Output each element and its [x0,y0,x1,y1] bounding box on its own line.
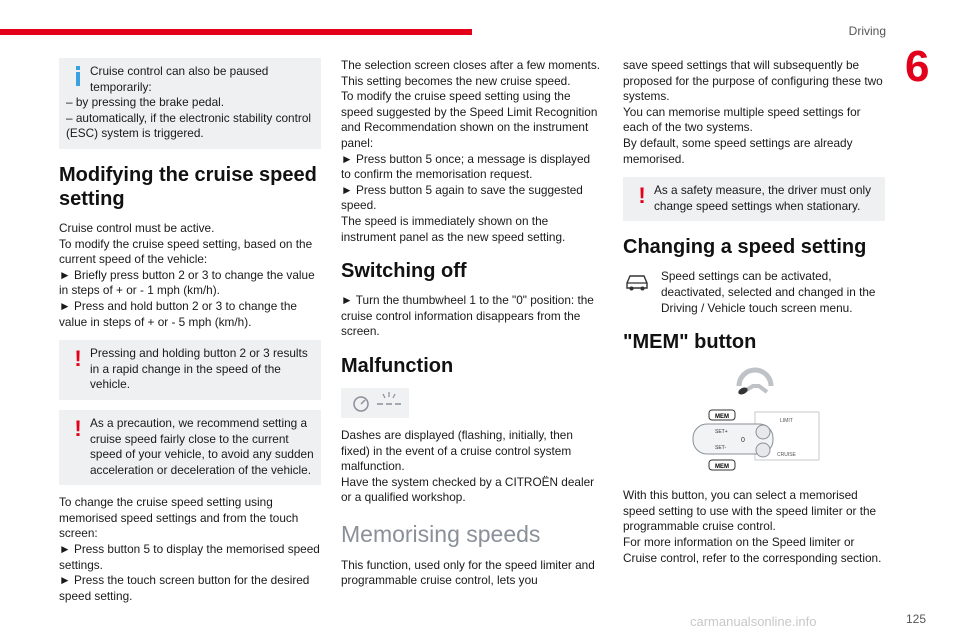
paragraph: save speed settings that will subsequently be proposed for the purpose of configuring these two systems. [623,58,883,104]
info-text: – automatically, if the electronic stability control (ESC) system is triggered. [66,110,312,141]
paragraph: You can memorise multiple speed settings for each of the two systems. [623,104,861,135]
paragraph: This setting becomes the new cruise speed. [341,73,571,88]
cruise-fault-icon [341,388,409,418]
diagram-label: CRUISE [777,452,796,459]
diagram-label: LIMIT [780,418,793,425]
heading-switching-off: Switching off [341,260,467,283]
paragraph: Speed settings can be activated, deactivated, selected and changed in the Driving / Vehicle touch screen menu. [661,269,876,315]
paragraph: ► Briefly press button 2 or 3 to change the value in steps of + or - 1 mph (km/h). [59,267,315,298]
header-accent-bar [0,29,472,35]
warning-box [59,340,321,400]
paragraph: This function, used only for the speed limiter and programmable cruise control, lets you [341,557,595,588]
warning-box [59,410,321,485]
warning-text: As a precaution, we recommend setting a cruise speed fairly close to the current speed of your vehicle, to avoid any sudden acceleration or deceleration of the vehicle. [90,415,314,477]
cruise-stalk-diagram [685,406,825,476]
diagram-label: MEM [715,414,729,421]
section-title: Driving [848,24,886,38]
changing-row [623,269,885,316]
heading-memorising: Memorising speeds [341,520,541,547]
diagram-label: SET- [715,445,727,452]
heading-changing: Changing a speed setting [623,236,867,259]
watermark: carmanualsonline.info [690,614,817,629]
column-2 [341,58,603,589]
paragraph: By default, some speed settings are already memorised. [623,135,853,166]
warning-icon: ! [74,415,82,441]
paragraph: ► Press button 5 once; a message is displayed to confirm the memorisation request. [341,151,591,182]
paragraph: ► Turn the thumbwheel 1 to the "0" position: the cruise control information disappears from the screen. [341,293,594,339]
paragraph: The speed is immediately shown on the instrument panel as the new speed setting. [341,213,566,244]
heading-modifying: Modifying the cruise speed setting [59,163,317,210]
paragraph: ► Press and hold button 2 or 3 to change the value in steps of + or - 5 mph (km/h). [59,298,297,329]
paragraph: Cruise control must be active. [59,220,215,235]
heading-malfunction: Malfunction [341,354,454,377]
paragraph: ► Press button 5 to display the memorised speed settings. [59,542,320,572]
column-3 [623,58,885,566]
warning-box [623,177,885,221]
paragraph: With this button, you can select a memorised speed setting to use with the speed limiter or the programmable cruise control. [623,488,877,534]
warning-icon: ! [74,346,82,372]
paragraph: To modify the cruise speed setting, based on the current speed of the vehicle: [59,236,313,267]
paragraph: To modify the cruise speed setting using the speed suggested by the Speed Limit Recognition and Recommendation shown on the instrument panel: [341,89,598,150]
info-text: Cruise control can also be paused temporarily: [90,64,269,94]
warning-text: As a safety measure, the driver must only change speed settings when stationary. [654,183,872,213]
paragraph: The selection screen closes after a few moments. [341,58,600,72]
steering-wheel-illustration [733,364,777,400]
paragraph: ► Press button 5 again to save the suggested speed. [341,182,583,213]
paragraph: ► Press the touch screen button for the desired speed setting. [59,573,310,603]
info-box [59,58,321,149]
page-number: 125 [905,612,926,626]
diagram-label: MEM [715,464,729,471]
chapter-number: 6 [905,42,930,91]
warning-text: Pressing and holding button 2 or 3 results in a rapid change in the speed of the vehicle. [90,346,308,392]
column-1 [59,58,321,604]
paragraph: Dashes are displayed (flashing, initially, then fixed) in the event of a cruise control system malfunction. [341,427,573,474]
paragraph: To change the cruise speed setting using memorised speed settings and from the touch screen: [59,495,299,541]
heading-mem-button: "MEM" button [623,331,757,354]
diagram-label: 0 [741,437,745,445]
diagram-label: SET+ [715,429,728,436]
info-icon [67,66,89,86]
warning-icon: ! [638,183,646,209]
car-icon [623,271,651,293]
paragraph: Have the system checked by a CITROËN dealer or a qualified workshop. [341,474,595,505]
info-text: – by pressing the brake pedal. [66,95,225,110]
paragraph: For more information on the Speed limiter or Cruise control, refer to the corresponding section. [623,534,882,565]
